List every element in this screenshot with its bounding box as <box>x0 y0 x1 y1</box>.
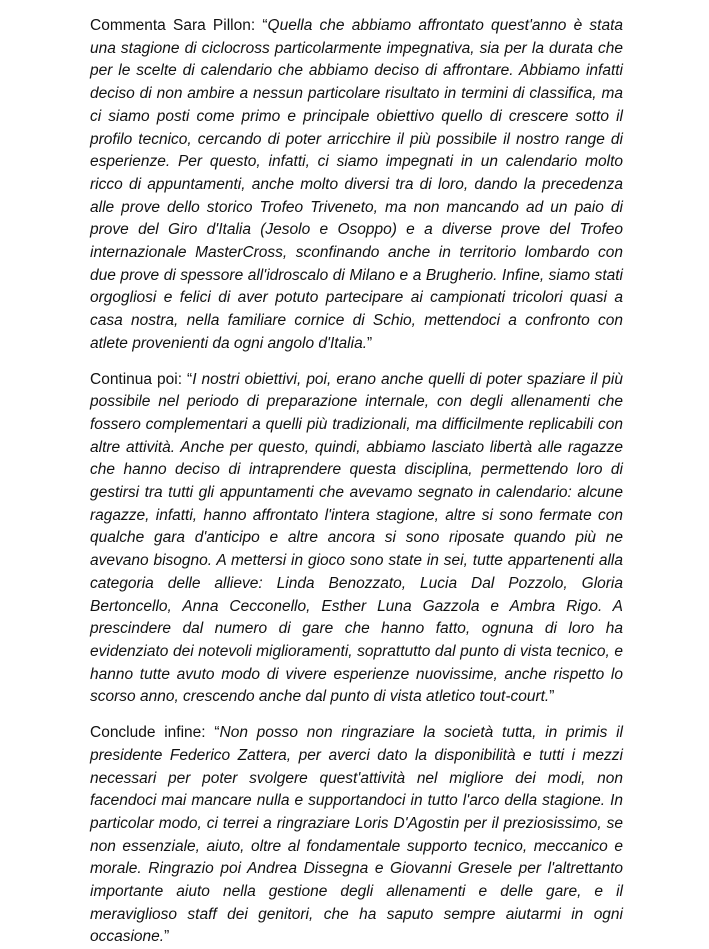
paragraph-intro: Continua poi: “ <box>90 370 193 388</box>
paragraph-intro: Commenta Sara Pillon: “ <box>90 17 268 34</box>
paragraph-intro: Conclude infine: “ <box>90 724 220 742</box>
paragraph-quote: Quella che abbiamo affrontato quest'anno è stata una stagione di ciclocross particolarmente impegnativa, sia per la durata che per le scelte di calendario che abbiamo deciso di affrontare. Abbiamo infatti deciso di non ambire a nessun particolare risultato in termini di classifica, ma ci siamo posti come primo e principale obiettivo quello di crescere sotto il profilo tecnico, cercando di poter arricchire il più possibile il nostro range di esperienze. Per questo, infatti, ci siamo impegnati in un calendario molto ricco di appuntamenti, anche molto diversi tra di loro, dando la precedenza alle prove dello storico Trofeo Triveneto, ma non mancando ad un paio di prove del Giro d'Italia (Jesolo e Osoppo) e a diverse prove del Trofeo internazionale MasterCross, sconfinando anche in territorio lombardo con due prove di spessore all'idroscalo di Milano e a Brugherio. Infine, siamo stati orgogliosi e felici di aver potuto partecipare ai campionati tricolori quasi a casa nostra, nella familiare cornice di Schio, mettendoci a confronto con atlete provenienti da ogni angolo d'Italia. <box>90 17 624 352</box>
paragraph-quote: Non posso non ringraziare la società tutta, in primis il presidente Federico Zattera, per averci dato la disponibilità e tutti i mezzi necessari per poter svolgere quest'attività nel migliore dei modi, non facendoci mai mancare nulla e supportandoci in tutto l'arco della stagione. In particolar modo, ci terrei a ringraziare Loris D'Agostin per il preziosissimo, se non essenziale, aiuto, oltre al fondamentale supporto tecnico, meccanico e morale. Ringrazio poi Andrea Dissegna e Giovanni Gresele per l'altrettanto importante aiuto nella gestione degli allenamenti e delle gare, e il meraviglioso staff dei genitori, che ha saputo sempre aiutarmi in ogni occasione. <box>90 724 623 946</box>
paragraph-closing-quote: ” <box>549 688 555 706</box>
paragraph-closing-quote: ” <box>164 928 170 946</box>
paragraph-conclude <box>90 722 623 949</box>
paragraph-closing-quote: ” <box>367 334 373 352</box>
paragraph-commenta <box>90 15 623 356</box>
paragraph-quote: I nostri obiettivi, poi, erano anche quelli di poter spaziare il più possibile nel periodo di preparazione internale, con degli allenamenti che fossero complementari a quelli più tradizionali, ma difficilmente replicabili con altre attività. Anche per questo, quindi, abbiamo lasciato libertà alle ragazze che hanno deciso di intraprendere questa disciplina, permettendo loro di gestirsi tra tutti gli appuntamenti che avevamo segnato in calendario: alcune ragazze, infatti, hanno affrontato l'intera stagione, altre si sono fermate con qualche gara d'anticipo e altre ancora si sono riposate quando più ne avevano bisogno. A mettersi in gioco sono state in sei, tutte appartenenti alla categoria delle allieve: Linda Benozzato, Lucia Dal Pozzolo, Gloria Bertoncello, Anna Cecconello, Esther Luna Gazzola e Ambra Rigo. A prescindere dal numero di gare che hanno fatto, ognuna di loro ha evidenziato dei notevoli miglioramenti, soprattutto dal punto di vista tecnico, e hanno tutte avuto modo di vivere esperienze nuovissime, anche rispetto lo scorso anno, crescendo anche dal punto di vista atletico tout-court. <box>90 370 623 706</box>
paragraph-continua <box>90 369 623 710</box>
